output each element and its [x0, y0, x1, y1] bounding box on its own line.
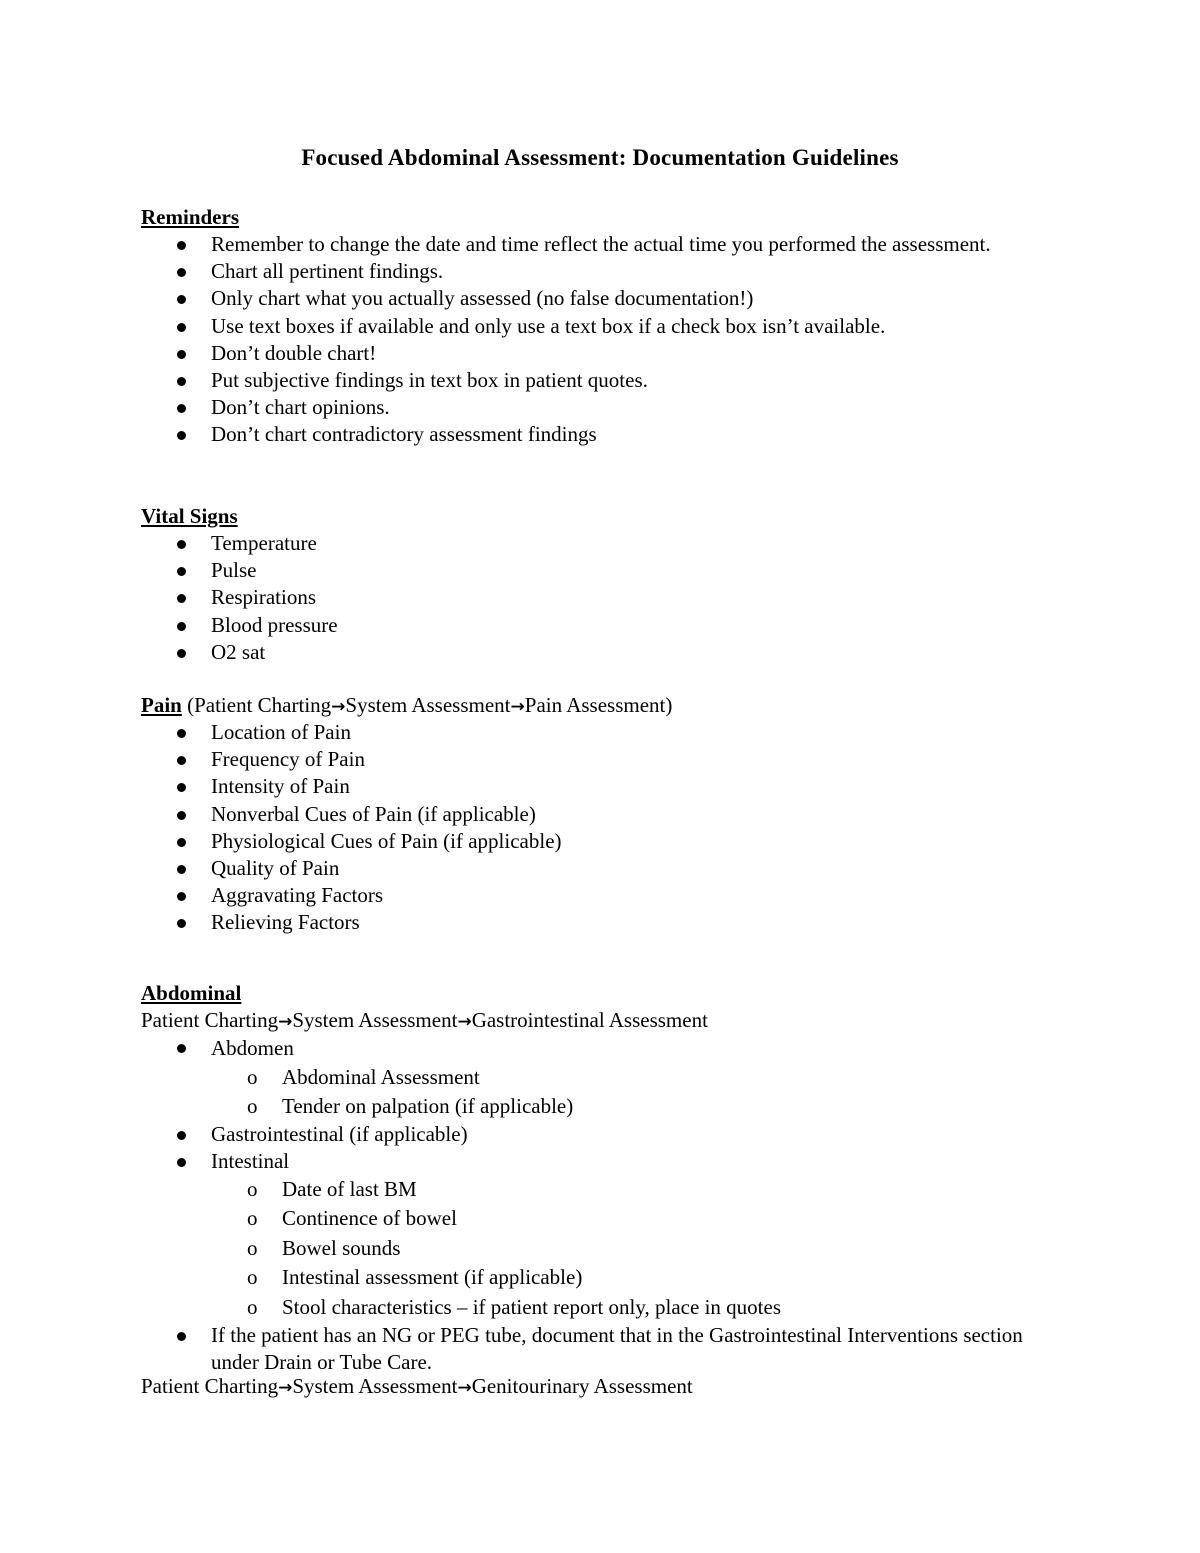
vital-signs-list: [141, 530, 338, 666]
list-item: Blood pressure: [141, 612, 338, 639]
gi-assessment-path: [141, 1007, 708, 1036]
path-segment: System Assessment: [292, 1008, 458, 1032]
list-item: Gastrointestinal (if applicable): [141, 1121, 1071, 1148]
list-item: Pulse: [141, 557, 338, 584]
arrow-right-icon: →: [457, 1378, 472, 1398]
arrow-right-icon: →: [278, 1378, 293, 1398]
list-item: Don’t chart opinions.: [141, 394, 1071, 421]
pain-heading: Pain: [141, 693, 182, 717]
gu-assessment-path: [141, 1373, 693, 1402]
path-segment: System Assessment: [292, 1374, 458, 1398]
sub-list-item: o Bowel sounds: [141, 1234, 1071, 1263]
arrow-right-icon: →: [278, 1012, 293, 1032]
list-item: If the patient has an NG or PEG tube, document that in the Gastrointestinal Interventions section under Drain or Tube Care.: [141, 1322, 1071, 1376]
list-item: Intestinal: [141, 1148, 1071, 1175]
sub-list-item: o Date of last BM: [141, 1175, 1071, 1204]
list-item: Respirations: [141, 584, 338, 611]
list-item: Relieving Factors: [141, 909, 562, 936]
arrow-right-icon: →: [457, 1012, 472, 1032]
abdominal-heading: Abdominal: [141, 981, 242, 1005]
sub-list-item: o Continence of bowel: [141, 1204, 1071, 1233]
list-item: Temperature: [141, 530, 338, 557]
list-item: Frequency of Pain: [141, 746, 562, 773]
pain-heading-line: [141, 692, 672, 721]
list-item: Remember to change the date and time reflect the actual time you performed the assessment.: [141, 231, 1071, 258]
reminders-heading: Reminders: [141, 205, 239, 229]
list-item: Intensity of Pain: [141, 773, 562, 800]
list-item: Location of Pain: [141, 719, 562, 746]
list-item: Chart all pertinent findings.: [141, 258, 1071, 285]
list-item: Abdomen: [141, 1034, 1071, 1063]
list-item: Only chart what you actually assessed (no false documentation!): [141, 285, 1071, 312]
list-item: Aggravating Factors: [141, 882, 562, 909]
pain-path-mid: System Assessment: [345, 693, 511, 717]
path-segment: Patient Charting: [141, 1374, 279, 1398]
pain-list: [141, 719, 562, 937]
arrow-right-icon: →: [510, 697, 525, 717]
path-segment: Patient Charting: [141, 1008, 279, 1032]
list-item: Don’t chart contradictory assessment findings: [141, 421, 1071, 448]
path-segment: Genitourinary Assessment: [471, 1374, 693, 1398]
sub-list-item: o Stool characteristics – if patient report only, place in quotes: [141, 1293, 1071, 1322]
sub-list-item: o Intestinal assessment (if applicable): [141, 1263, 1071, 1292]
abdominal-list: [141, 1034, 1071, 1376]
list-item: Use text boxes if available and only use a text box if a check box isn’t available.: [141, 313, 1071, 340]
reminders-list: [141, 231, 1071, 449]
arrow-right-icon: →: [331, 697, 346, 717]
list-item: O2 sat: [141, 639, 338, 666]
sub-list-item: o Abdominal Assessment: [141, 1063, 1071, 1092]
list-item: Don’t double chart!: [141, 340, 1071, 367]
path-segment: Gastrointestinal Assessment: [471, 1008, 708, 1032]
list-item: Put subjective findings in text box in patient quotes.: [141, 367, 1071, 394]
pain-path-start: (Patient Charting: [187, 693, 332, 717]
pain-path-end: Pain Assessment): [524, 693, 673, 717]
list-item: Quality of Pain: [141, 855, 562, 882]
sub-list-item: o Tender on palpation (if applicable): [141, 1092, 1071, 1121]
vital-signs-heading: Vital Signs: [141, 504, 238, 528]
document-title: Focused Abdominal Assessment: Documentation Guidelines: [301, 145, 899, 170]
list-item: Nonverbal Cues of Pain (if applicable): [141, 801, 562, 828]
list-item: Physiological Cues of Pain (if applicable): [141, 828, 562, 855]
